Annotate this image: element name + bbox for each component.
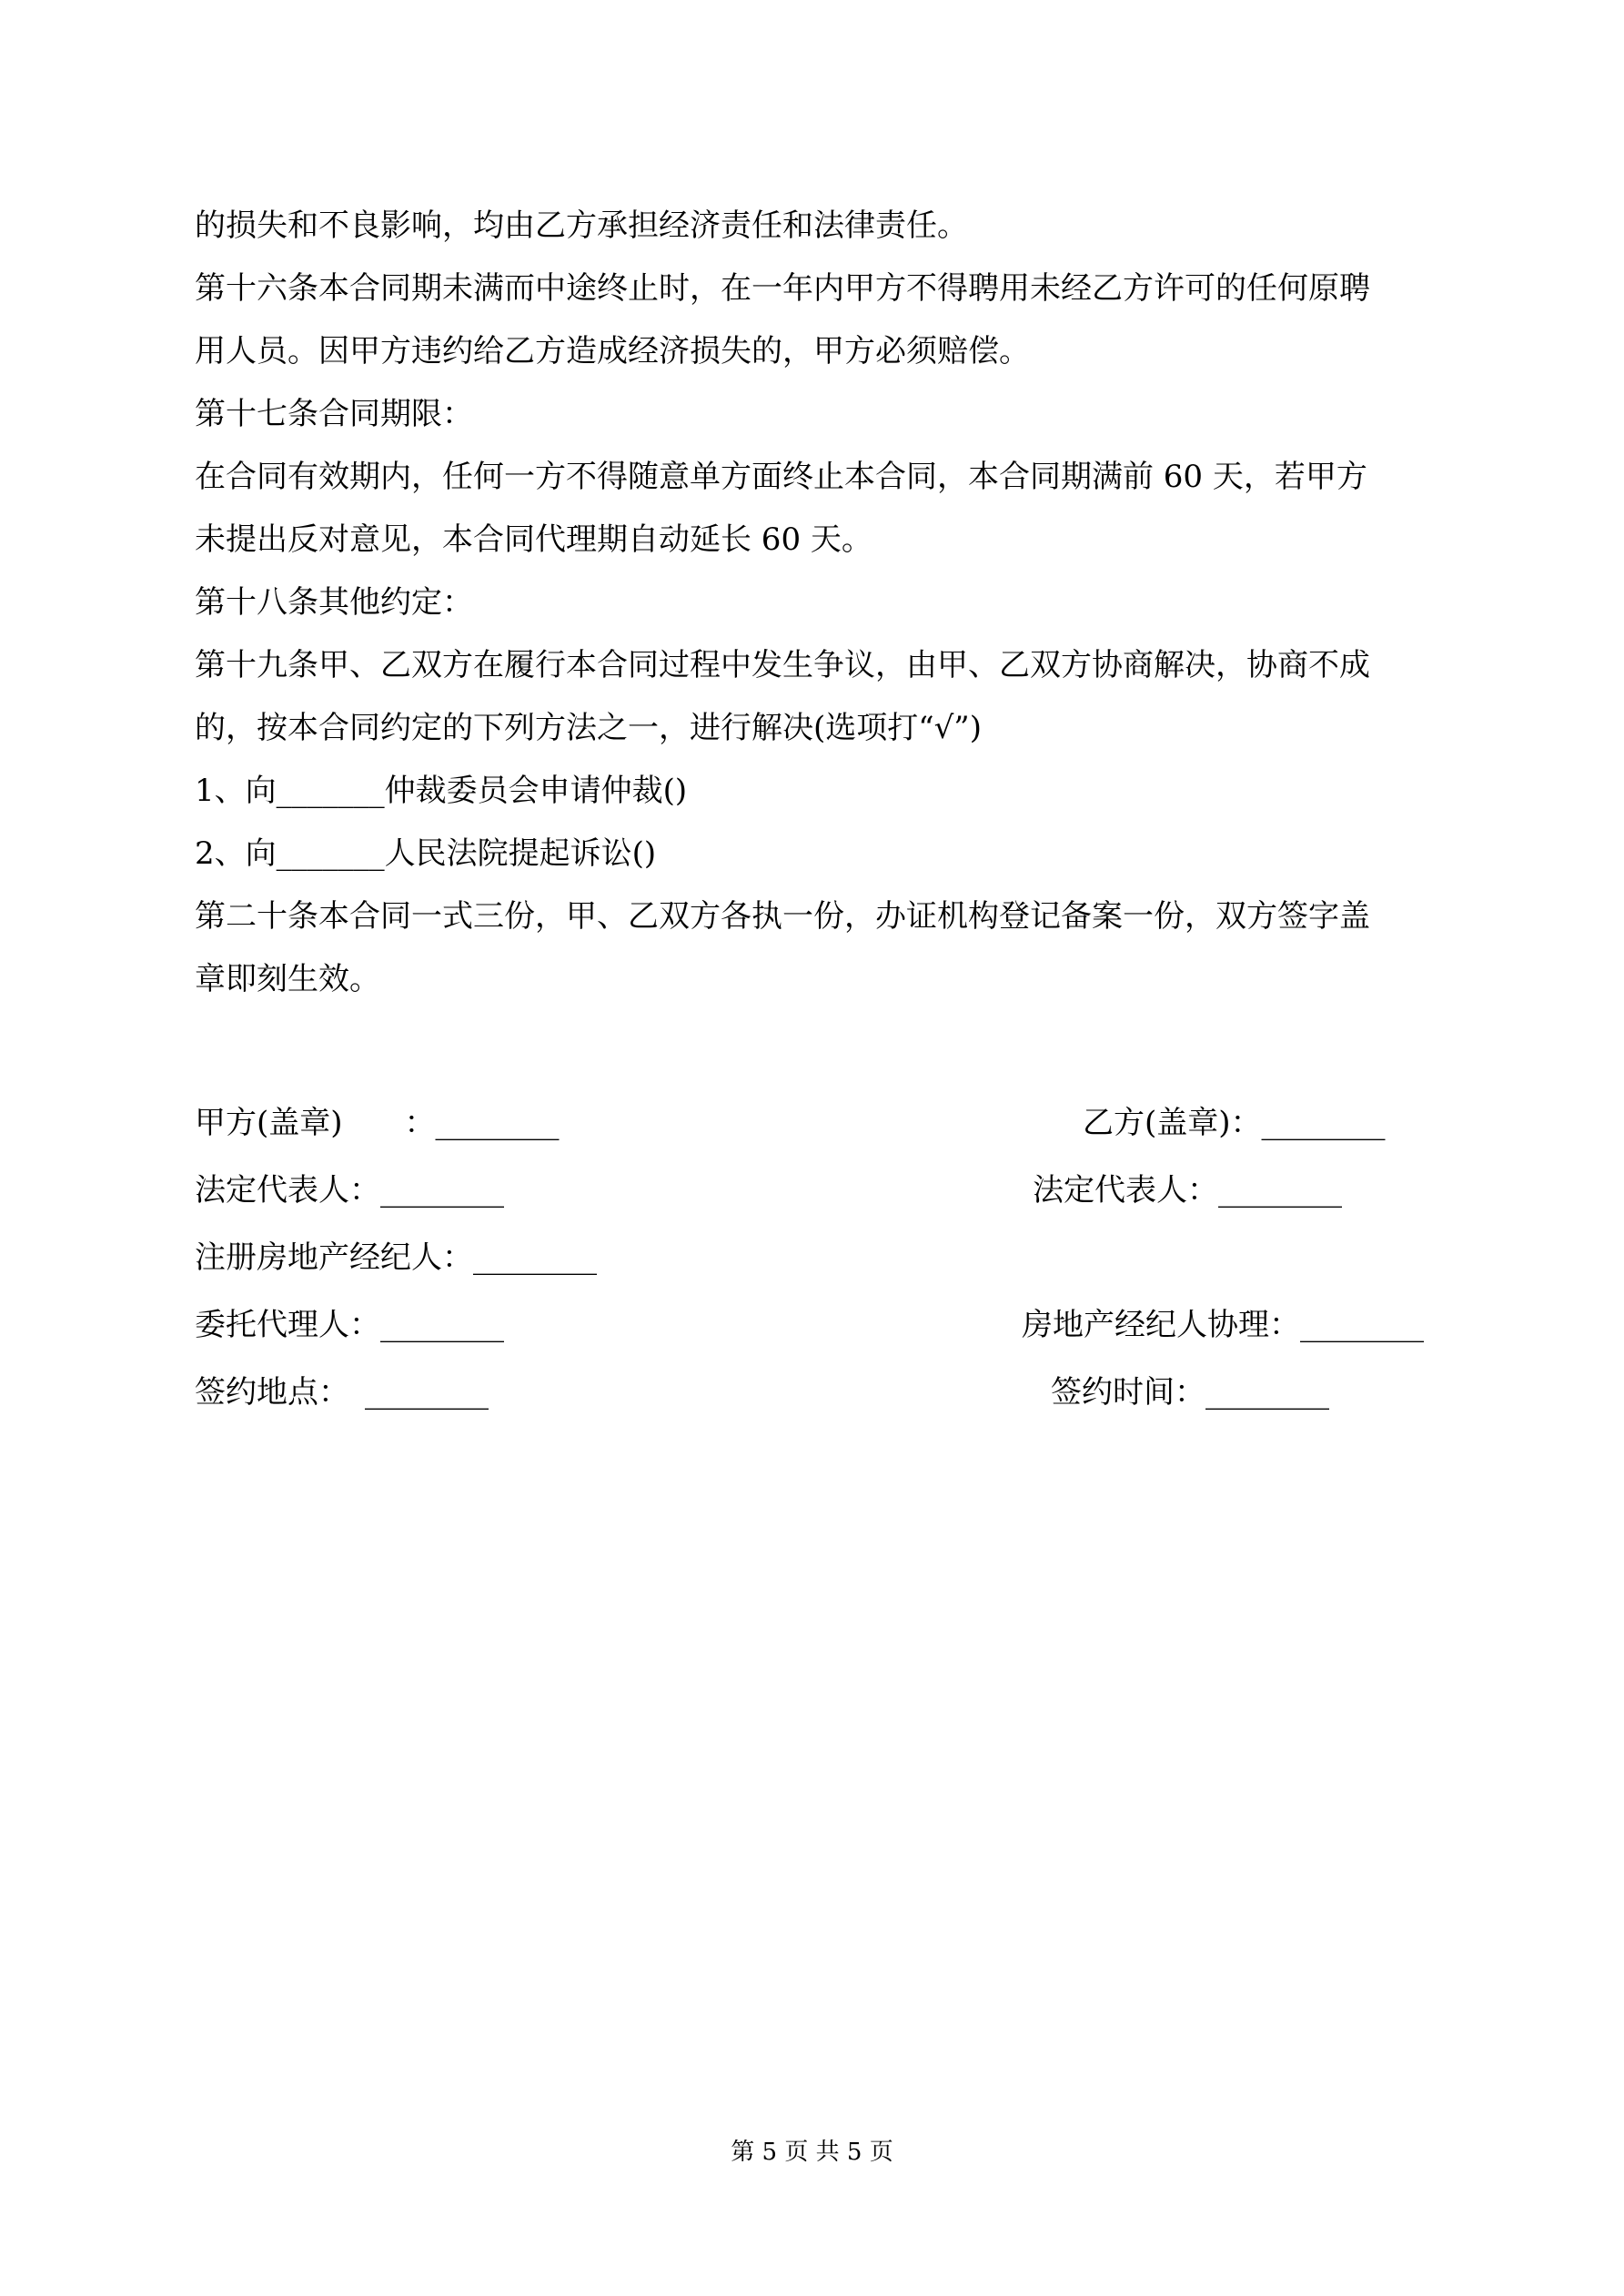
- party-b-representative-line: 法定代表人：________: [1033, 1172, 1342, 1209]
- body-line: 2、向_______人民法院提起诉讼(): [195, 835, 657, 872]
- body-line: 的损失和不良影响，均由乙方承担经济责任和法律责任。: [195, 207, 968, 244]
- body-line: 未提出反对意见，本合同代理期自动延长 60 天。: [195, 521, 873, 558]
- page-number: 第 5 页 共 5 页: [731, 2139, 893, 2166]
- entrusted-agent-line: 委托代理人：________: [195, 1307, 504, 1343]
- body-line: 1、向_______仲裁委员会申请仲裁(): [195, 773, 688, 809]
- body-line: 的，按本合同约定的下列方法之一，进行解决(选项打“√”): [195, 710, 982, 746]
- body-line: 第十八条其他约定：: [195, 584, 473, 621]
- body-line: 第十九条甲、乙双方在履行本合同过程中发生争议，由甲、乙双方协商解决，协商不成: [195, 647, 1370, 683]
- party-b-seal-line: 乙方(盖章)：________: [1083, 1105, 1386, 1141]
- body-line: 第二十条本合同一式三份，甲、乙双方各执一份，办证机构登记备案一份，双方签字盖: [195, 898, 1370, 935]
- body-line: 第十七条合同期限：: [195, 396, 473, 432]
- party-a-seal-line: 甲方(盖章) ：________: [195, 1105, 560, 1141]
- body-line: 用人员。因甲方违约给乙方造成经济损失的，甲方必须赔偿。: [195, 333, 1030, 369]
- registered-agent-line: 注册房地产经纪人：________: [195, 1239, 597, 1276]
- page-footer: [0, 2134, 1624, 2170]
- body-line: 章即刻生效。: [195, 961, 380, 997]
- agent-assistant-line: 房地产经纪人协理：________: [1022, 1307, 1424, 1343]
- body-line: 第十六条本合同期未满而中途终止时，在一年内甲方不得聘用未经乙方许可的任何原聘: [195, 270, 1370, 307]
- party-a-representative-line: 法定代表人：________: [195, 1172, 504, 1209]
- contract-body: [195, 195, 1450, 1011]
- body-line: 在合同有效期内，任何一方不得随意单方面终止本合同，本合同期满前 60 天，若甲方: [195, 459, 1367, 495]
- sign-place-line: 签约地点： ________: [195, 1374, 489, 1411]
- sign-time-line: 签约时间：________: [1051, 1374, 1329, 1411]
